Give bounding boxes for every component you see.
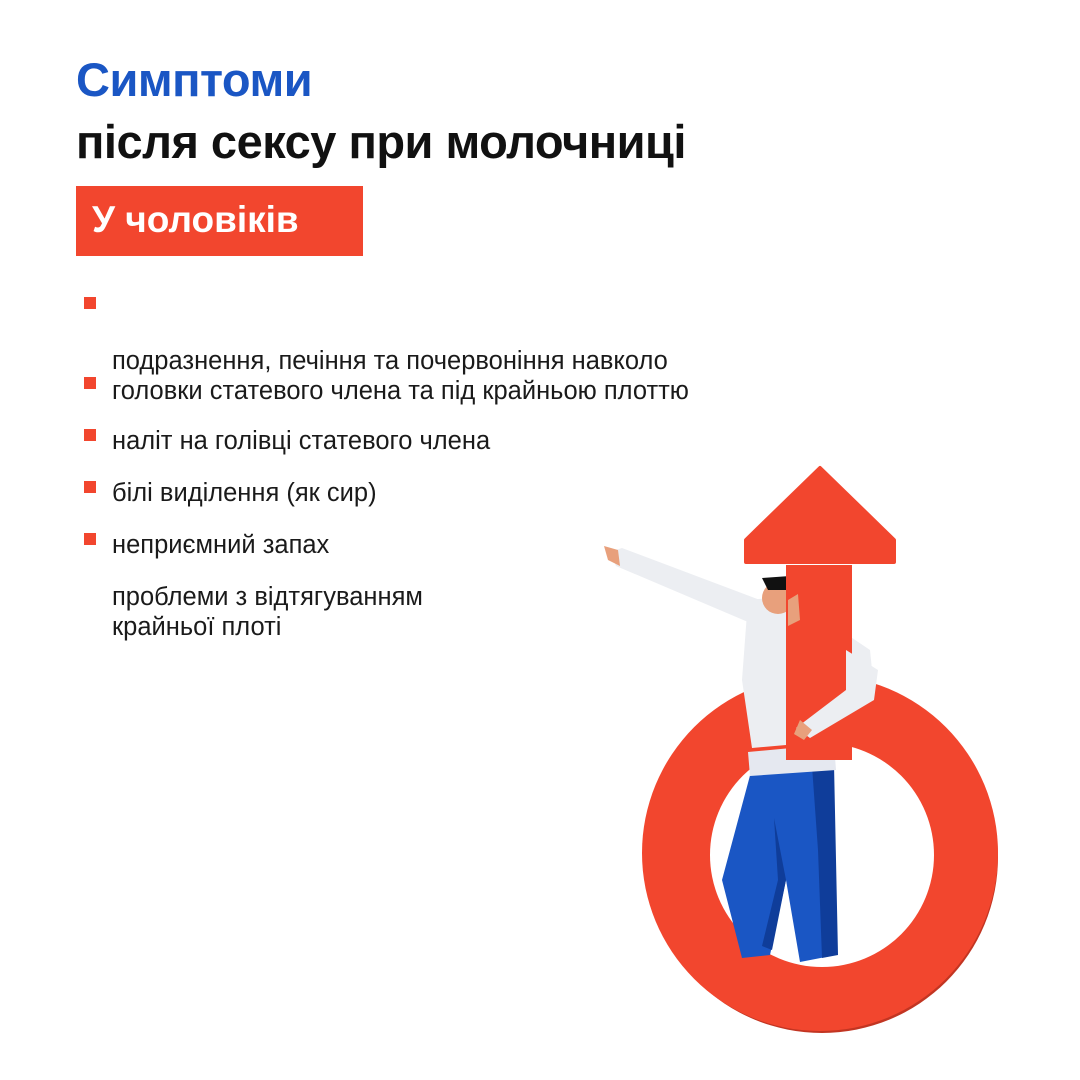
title-accent: Симптоми xyxy=(76,53,313,106)
symptom-text: подразнення, печіння та почервоніння навколо головки статевого члена та під крайньою плоттю xyxy=(112,347,689,405)
bullet-icon xyxy=(84,429,96,441)
symptom-text: неприємний запах xyxy=(112,531,330,559)
symptom-text: білі виділення (як сир) xyxy=(112,479,377,507)
category-badge: У чоловіків xyxy=(76,186,363,256)
page-title: після сексу при молочниці xyxy=(76,115,686,168)
bullet-icon xyxy=(84,377,96,389)
bullet-icon xyxy=(84,481,96,493)
symptom-text: наліт на голівці статевого члена xyxy=(112,427,491,455)
bullet-icon xyxy=(84,297,96,309)
bullet-icon xyxy=(84,533,96,545)
symptom-text: проблеми з відтягуванням крайньої плоті xyxy=(112,583,423,641)
male-symbol-with-person-icon xyxy=(580,450,1020,1050)
